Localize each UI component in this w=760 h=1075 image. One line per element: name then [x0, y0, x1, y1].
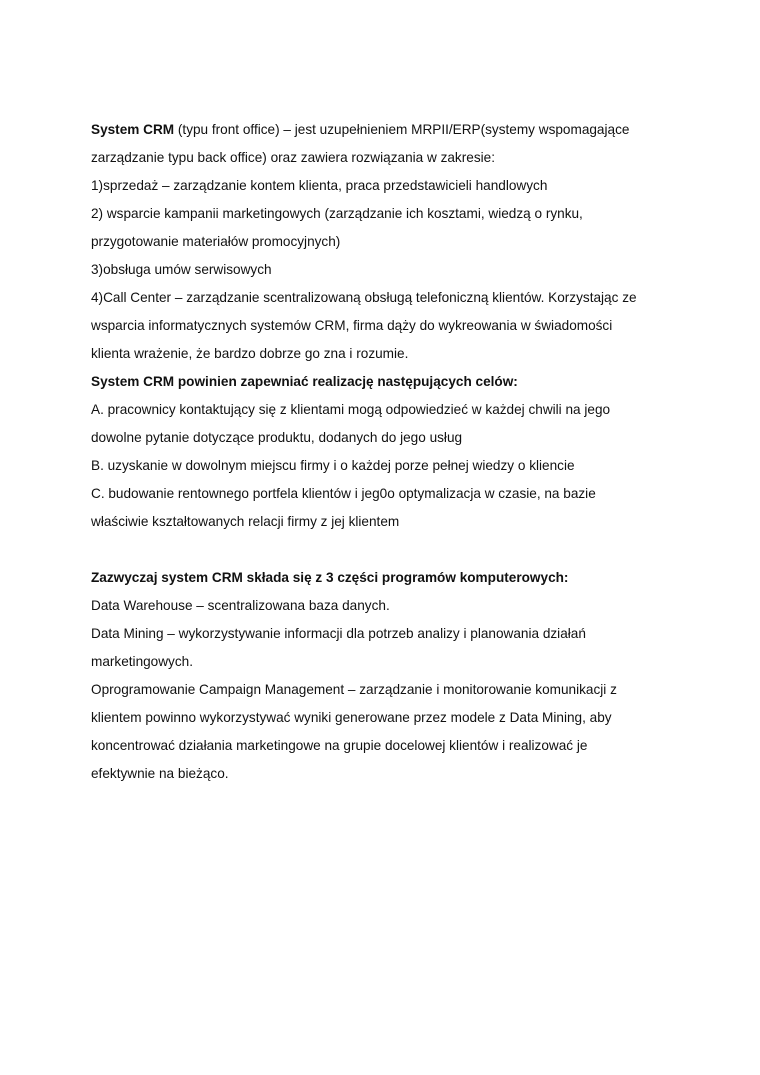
part-item: marketingowych. — [91, 654, 193, 669]
scope-item: wsparcia informatycznych systemów CRM, firma dąży do wykreowania w świadomości — [91, 318, 613, 333]
part-item: koncentrować działania marketingowe na grupie docelowej klientów i realizować je — [91, 738, 588, 753]
goal-item: B. uzyskanie w dowolnym miejscu firmy i o każdej porze pełnej wiedzy o kliencie — [91, 458, 575, 473]
part-item: Data Mining – wykorzystywanie informacji dla potrzeb analizy i planowania działań — [91, 626, 586, 641]
goals-heading: System CRM powinien zapewniać realizację następujących celów: — [91, 374, 518, 389]
intro-lead: System CRM — [91, 122, 175, 137]
scope-item: 1)sprzedaż – zarządzanie kontem klienta, praca przedstawicieli handlowych — [91, 178, 548, 193]
scope-item: 3)obsługa umów serwisowych — [91, 262, 272, 277]
scope-item: 2) wsparcie kampanii marketingowych (zarządzanie ich kosztami, wiedzą o rynku, — [91, 206, 583, 221]
intro-rest: (typu front office) – jest uzupełnieniem MRPII/ERP(systemy wspomagające — [174, 122, 630, 137]
part-item: klientem powinno wykorzystywać wyniki generowane przez modele z Data Mining, aby — [91, 710, 612, 725]
goal-item: C. budowanie rentownego portfela klientów i jeg0o optymalizacja w czasie, na bazie — [91, 486, 596, 501]
intro-line-2: zarządzanie typu back office) oraz zawiera rozwiązania w zakresie: — [91, 150, 495, 165]
parts-heading: Zazwyczaj system CRM składa się z 3 części programów komputerowych: — [91, 570, 569, 585]
goal-item: dowolne pytanie dotyczące produktu, dodanych do jego usług — [91, 430, 463, 445]
scope-item: 4)Call Center – zarządzanie scentralizowaną obsługą telefoniczną klientów. Korzystając ze — [91, 290, 637, 305]
scope-item: przygotowanie materiałów promocyjnych) — [91, 234, 341, 249]
scope-item: klienta wrażenie, że bardzo dobrze go zna i rozumie. — [91, 346, 409, 361]
part-item: efektywnie na bieżąco. — [91, 766, 229, 781]
part-item: Data Warehouse – scentralizowana baza danych. — [91, 598, 390, 613]
paragraph-gap — [91, 536, 691, 564]
goal-item: właściwie kształtowanych relacji firmy z jej klientem — [91, 514, 400, 529]
part-item: Oprogramowanie Campaign Management – zarządzanie i monitorowanie komunikacji z — [91, 682, 617, 697]
intro-line-1 — [91, 116, 691, 144]
goal-item: A. pracownicy kontaktujący się z klientami mogą odpowiedzieć w każdej chwili na jego — [91, 402, 611, 417]
document-body — [91, 116, 691, 788]
